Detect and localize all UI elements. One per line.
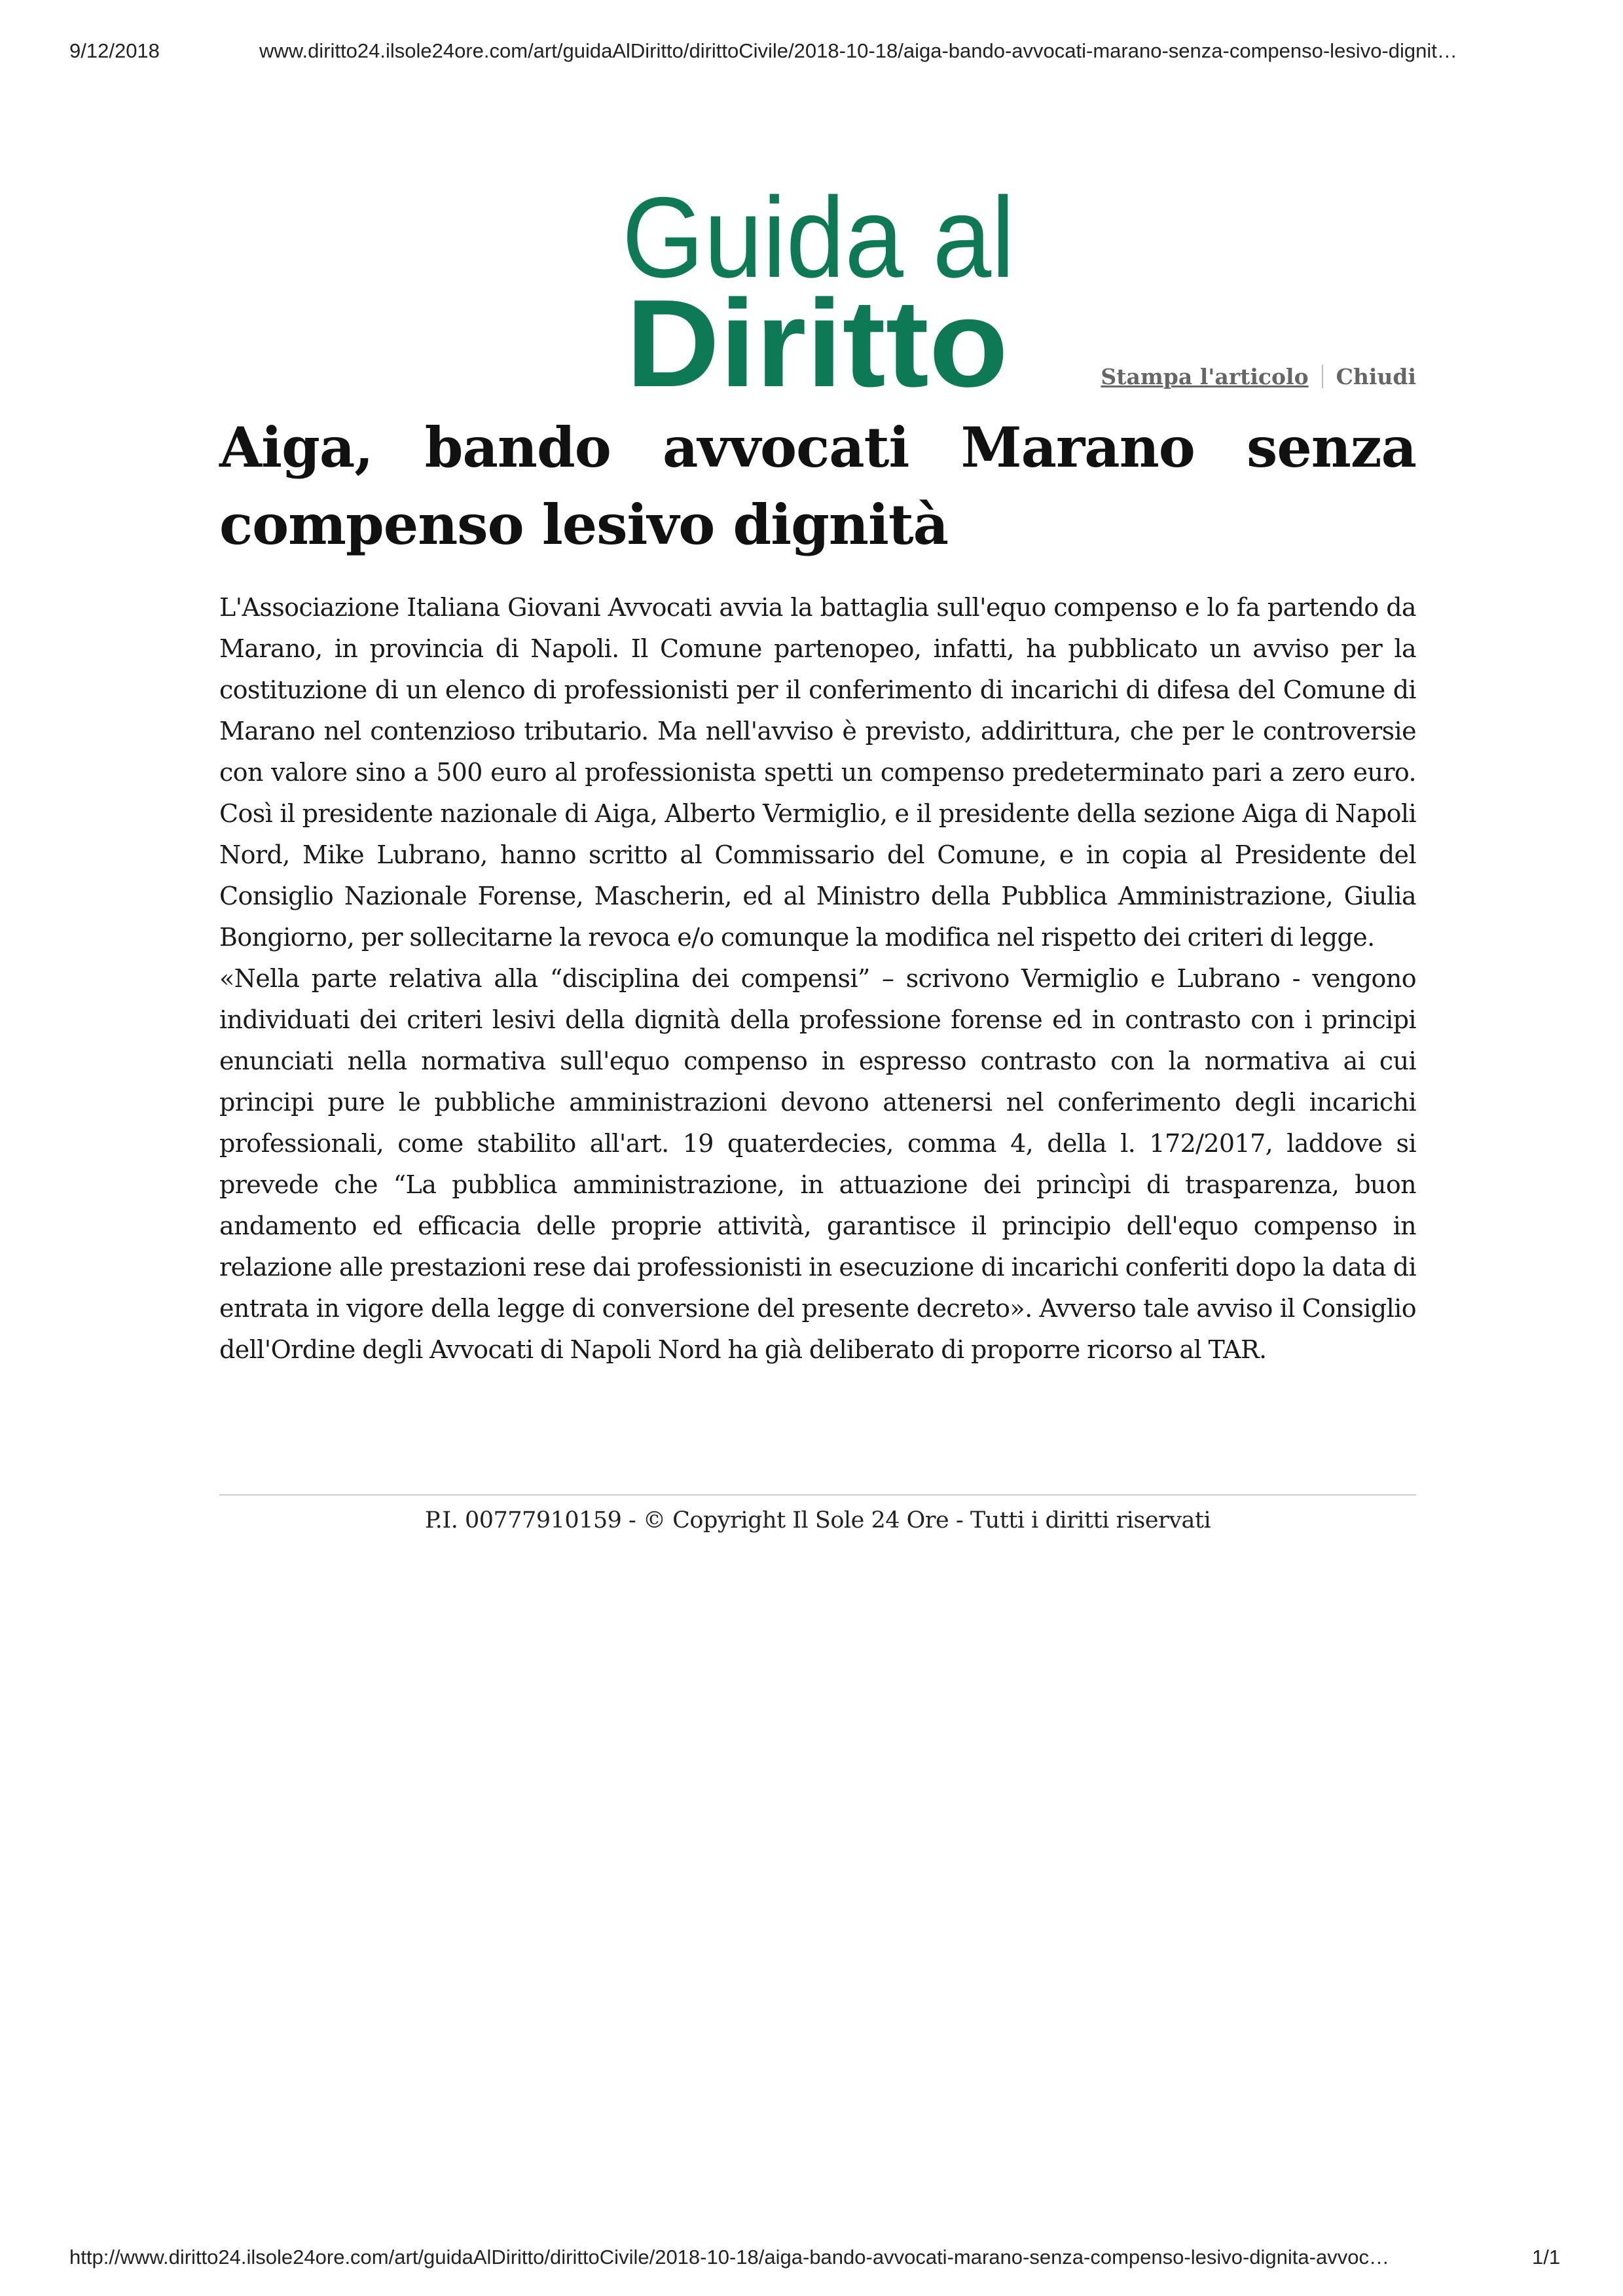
article-title: Aiga, bando avvocati Marano senza compenso lesivo dignità (219, 415, 1416, 557)
toolbar-divider (1322, 365, 1323, 388)
guida-al-diritto-logo[interactable] (622, 175, 1015, 391)
article-paragraph: «Nella parte relativa alla “disciplina dei compensi” – scrivono Vermiglio e Lubrano - vengono individuati dei criteri lesivi della dignità della professione forense ed in contrasto con i principi enunciati nella normativa sull'equo compenso in espresso contrasto con la normativa ai cui principi pure le pubbliche amministrazioni devono attenersi nel conferimento degli incarichi professionali, come stabilito all'art. 19 quaterdecies, comma 4, della l. 172/2017, laddove si prevede che “La pubblica amministrazione, in attuazione dei princìpi di trasparenza, buon andamento ed efficacia delle proprie attività, garantisce il principio dell'equo compenso in relazione alle prestazioni rese dai professionisti in esecuzione di incarichi conferiti dopo la data di entrata in vigore della legge di conversione del presente decreto». Avverso tale avviso il Consiglio dell'Ordine degli Avvocati di Napoli Nord ha già deliberato di proporre ricorso al TAR. (219, 964, 1416, 1364)
logo-line-1: Guida al (622, 175, 1015, 302)
print-date: 9/12/2018 (69, 39, 160, 62)
print-article-link[interactable]: Stampa l'articolo (1101, 363, 1309, 389)
copyright-notice: P.I. 00777910159 - © Copyright Il Sole 24 Ore - Tutti i diritti riservati (424, 1507, 1211, 1534)
article-paragraph: L'Associazione Italiana Giovani Avvocati avvia la battaglia sull'equo compenso e lo fa partendo da Marano, in provincia di Napoli. Il Comune partenopeo, infatti, ha pubblicato un avviso per la costituzione di un elenco di professionisti per il conferimento di incarichi di difesa del Comune di Marano nel contenzioso tributario. Ma nell'avviso è previsto, addirittura, che per le controversie con valore sino a 500 euro al professionista spetti un compenso predeterminato pari a zero euro. Così il presidente nazionale di Aiga, Alberto Vermiglio, e il presidente della sezione Aiga di Napoli Nord, Mike Lubrano, hanno scritto al Commissario del Comune, e in copia al Presidente del Consiglio Nazionale Forense, Mascherin, ed al Ministro della Pubblica Amministrazione, Giulia Bongiorno, per sollecitarne la revoca e/o comunque la modifica nel rispetto dei criteri di legge. (219, 593, 1416, 952)
close-link[interactable]: Chiudi (1336, 363, 1416, 389)
article-body (219, 587, 1416, 1371)
print-footer-url: http://www.diritto24.ilsole24ore.com/art/guidaAlDiritto/dirittoCivile/2018-10-18/aiga-bando-avvocati-marano-senza-compenso-lesivo-dignita-avvoc… (69, 2246, 1389, 2269)
article-toolbar (1048, 361, 1416, 391)
logo-line-2: Diritto (626, 274, 1008, 391)
page-number: 1/1 (1532, 2246, 1561, 2269)
footer-divider (219, 1494, 1416, 1496)
print-header-url: www.diritto24.ilsole24ore.com/art/guidaAlDiritto/dirittoCivile/2018-10-18/aiga-bando-avvocati-marano-senza-compenso-lesivo-dignit… (259, 39, 1457, 62)
